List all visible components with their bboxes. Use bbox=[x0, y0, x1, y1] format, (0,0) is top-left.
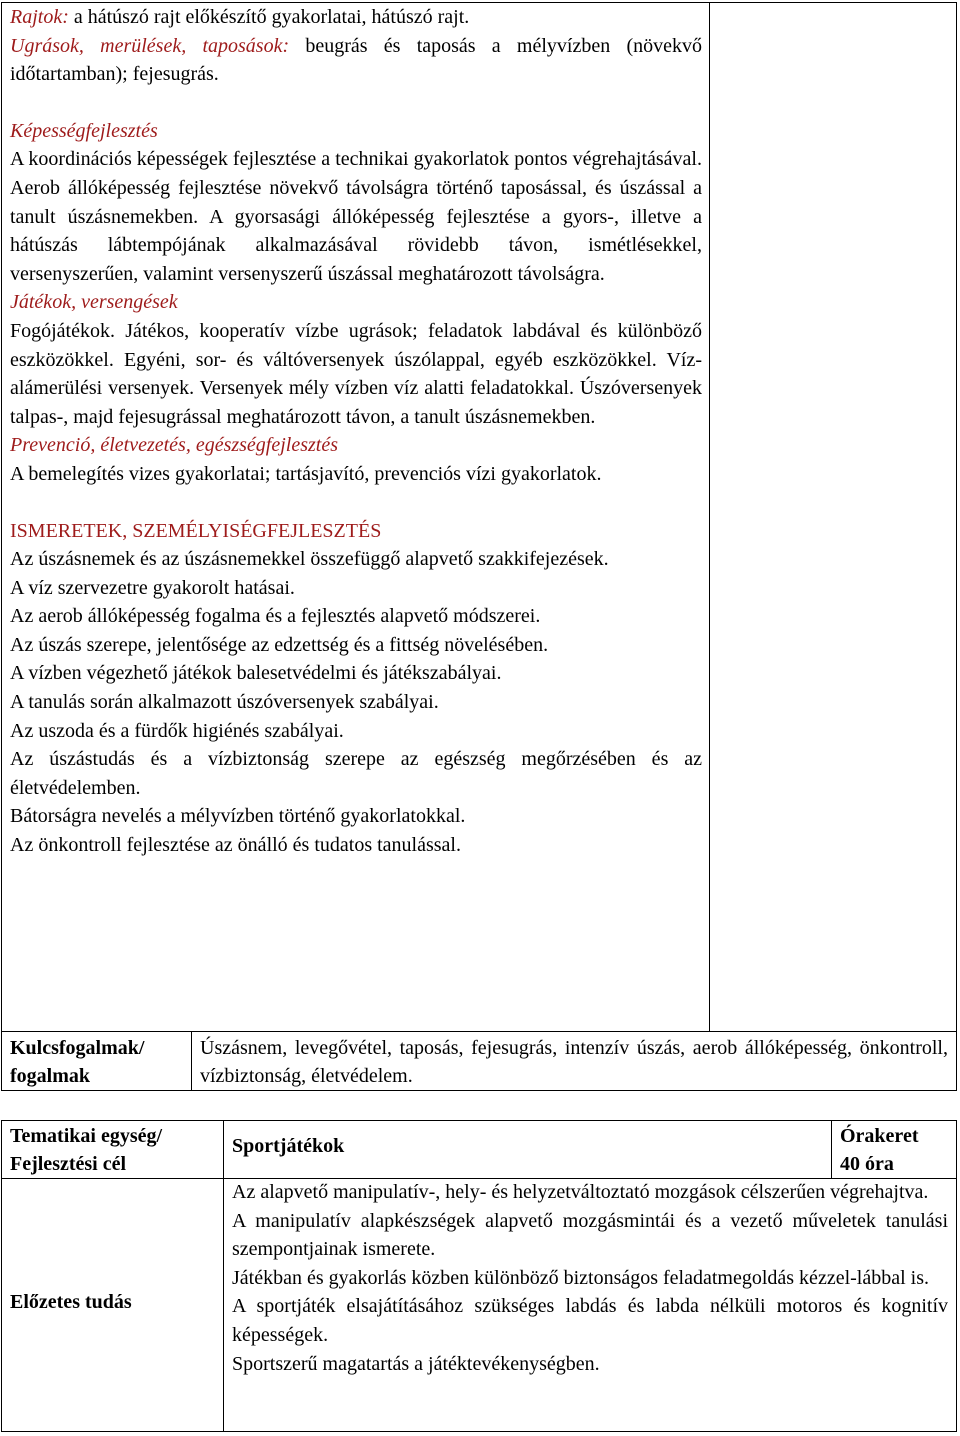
unit-border-top bbox=[1, 1120, 957, 1121]
ismeretek-item: Az úszás szerepe, jelentősége az edzettség és a fittség növelésében. bbox=[10, 633, 549, 656]
orakeret bbox=[840, 1122, 919, 1178]
ismeretek-item: Az úszásnemek és az úszásnemekkel összefüggő alapvető szakkifejezések. bbox=[10, 548, 609, 571]
elozetes-tudas-content bbox=[232, 1178, 948, 1378]
ismeretek-item: Az önkontroll fejlesztése az önálló és tudatos tanulással. bbox=[10, 834, 461, 857]
ismeretek-item: A vízben végezhető játékok balesetvédelmi és játékszabályai. bbox=[10, 662, 502, 685]
ismeretek-item: Az uszoda és a fürdők higiénés szabályai. bbox=[10, 719, 344, 742]
jatekok-text: Fogójátékok. Játékos, kooperatív vízbe ugrások; feladatok labdával és különböző eszközökkel. Egyéni, sor- és váltóversenyek úszólappal, egyéb eszközökkel. Víz-alámerülési versenyek. Versenyek mély vízben víz alatti feladatokkal. Úszóversenyek talpas-, majd fejesugrással meghatározott távon, a tanult úszásnemekben. bbox=[10, 319, 702, 428]
column-divider bbox=[709, 2, 710, 1031]
elozetes-item: Sportszerű magatartás a játéktevékenységben. bbox=[232, 1352, 600, 1375]
unit-border-right bbox=[956, 1120, 957, 1432]
orakeret-label: Órakeret bbox=[840, 1125, 919, 1147]
unit-title: Sportjátékok bbox=[232, 1135, 345, 1157]
kepesseg-heading: Képességfejlesztés bbox=[10, 119, 158, 142]
ismeretek-item: Az úszástudás és a vízbiztonság szerepe az egészség megőrzésében és az életvédelemben. bbox=[10, 748, 702, 799]
ismeretek-item: A tanulás során alkalmazott úszóversenyek szabályai. bbox=[10, 691, 439, 714]
content-cell bbox=[10, 3, 702, 860]
prevencio-heading: Prevenció, életvezetés, egészségfejlesztés bbox=[10, 434, 339, 457]
prevencio-text: A bemelegítés vizes gyakorlatai; tartásjavító, prevenciós vízi gyakorlatok. bbox=[10, 462, 602, 485]
tematikai-egyseg-label: Tematikai egység/ Fejlesztési cél bbox=[10, 1125, 163, 1175]
elozetes-item: A sportjáték elsajátításához szükséges labdás és labda nélküli motoros és kognitív képességek. bbox=[232, 1295, 948, 1346]
rajtok-text: a hátúszó rajt előkészítő gyakorlatai, hátúszó rajt. bbox=[68, 6, 470, 28]
rajtok-label: Rajtok: bbox=[10, 6, 69, 28]
orakeret-value: 40 óra bbox=[840, 1153, 894, 1175]
elozetes-item: A manipulatív alapkészségek alapvető mozgásmintái és a vezető műveletek tanulási szempontjainak ismerete. bbox=[232, 1209, 948, 1261]
ismeretek-item: Az aerob állóképesség fogalma és a fejlesztés alapvető módszerei. bbox=[10, 605, 541, 628]
elozetes-item: Játékban és gyakorlás közben különböző biztonságos feladatmegoldás kézzel-lábbal is. bbox=[232, 1266, 929, 1289]
unit-ora-divider bbox=[831, 1120, 832, 1178]
kulcsfogalmak-text: Úszásnem, levegővétel, taposás, fejesugrás, intenzív úszás, aerob állóképesség, önkontroll, vízbiztonság, életvédelem. bbox=[200, 1037, 948, 1087]
unit-label-divider bbox=[223, 1120, 224, 1432]
kepesseg-text: A koordinációs képességek fejlesztése a technikai gyakorlatok pontos végrehajtásával. Aerob állóképesség fejlesztése növekvő távolságra történő taposással, és úszással a tanult úszásnemekben. A gyorsasági állóképesség fejlesztése a gyors-, illetve a hátúszás lábtempójának alkalmazásával rövidebb távon, ismétlésekkel, versenyszerűen, valamint versenyszerű úszással meghatározott távolságra. bbox=[10, 148, 702, 285]
table-border-left bbox=[1, 2, 2, 1091]
kulcsfogalmak-label: Kulcsfogalmak/ fogalmak bbox=[10, 1037, 145, 1087]
table-border-right bbox=[956, 2, 957, 1091]
elozetes-item: Az alapvető manipulatív-, hely- és helyzetváltoztató mozgások célszerűen végrehajtva. bbox=[232, 1181, 929, 1203]
unit-border-bottom bbox=[1, 1431, 957, 1432]
ismeretek-item: Bátorságra nevelés a mélyvízben történő gyakorlatokkal. bbox=[10, 805, 466, 828]
elozetes-tudas-label: Előzetes tudás bbox=[10, 1291, 132, 1313]
ismeretek-item: A víz szervezetre gyakorolt hatásai. bbox=[10, 576, 295, 599]
ismeretek-heading: ISMERETEK, SZEMÉLYISÉGFEJLESZTÉS bbox=[10, 519, 382, 542]
ugrasok-text: beugrás és taposás a mélyvízben (növekvő időtartamban); fejesugrás. bbox=[10, 34, 702, 86]
table-border-bottom bbox=[1, 1090, 957, 1091]
row-divider-kulcs bbox=[1, 1031, 957, 1032]
ugrasok-label: Ugrások, merülések, taposások: bbox=[10, 34, 290, 57]
unit-border-left bbox=[1, 1120, 2, 1432]
jatekok-heading: Játékok, versengések bbox=[10, 291, 178, 314]
column-divider-kulcs bbox=[191, 1031, 192, 1091]
